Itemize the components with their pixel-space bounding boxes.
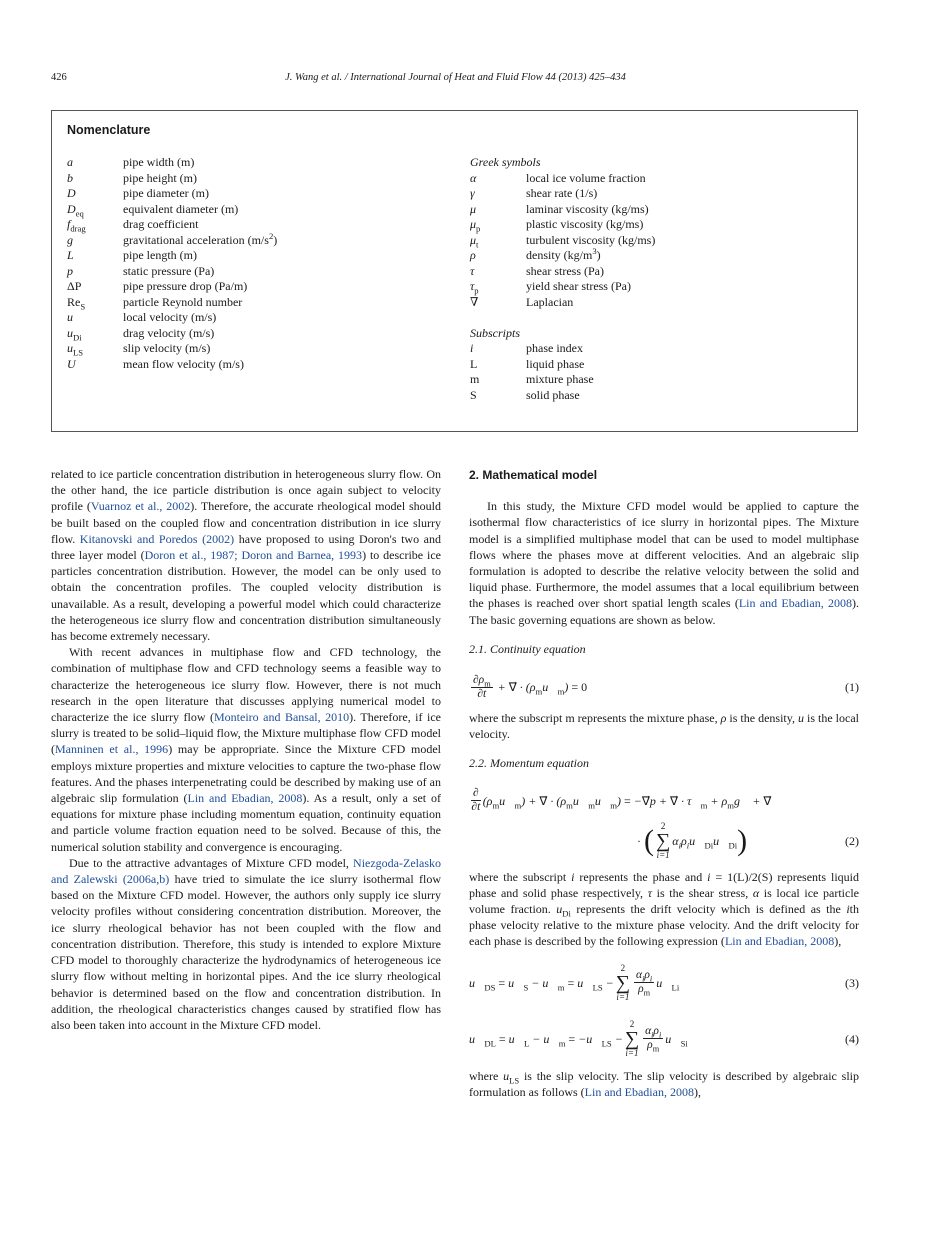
nomenclature-box [51,110,858,432]
nomenclature-symbol-res: $Re_S$ [67,294,86,311]
nomenclature-item [67,264,457,280]
nomenclature-symbol-udi: $u_{Di}$ [67,325,82,342]
paragraph: With recent advances in multiphase flow and CFD technology, the combination of multiphase flow and CFD technology seems a feasible way to characterize the heterogeneous ice slurry flow. However, there is not much research in the open literature that discusses applying numerical model to characterize the ice slurry flow (Monteiro and Bansal, 2010). Therefore, if ice slurry is treated to be solid–liquid flow, the Mixture multiphase flow CFD model (Manninen et al., 1996) may be appropriate. Since the Mixture CFD model employs mixture properties and mixture velocities to capture the two-phase flow features. And the phases interpenetrating could be described by making use of an algebraic slip formulation (Lin and Ebadian, 2008). As a result, only a set of equations for mixture phase including momentum equation, continuity equation and particle volume fraction equation need to be solved. Because of this, the numerical solution stability and convergence is encouraging. [51,645,441,854]
nomenclature-item [470,279,850,295]
nomenclature-item [470,248,850,264]
running-header [51,72,860,88]
nomenclature-item [67,230,457,249]
nomenclature-symbol: m [470,372,480,386]
subsection-title: 2.1. Continuity equation [469,641,586,656]
nomenclature-definition-density: density $(kg/m^3)$ [526,246,601,262]
nomenclature-symbol-mup: $\mu_p$ [470,217,481,234]
nomenclature-item [67,279,457,295]
nomenclature-item [470,202,850,218]
nomenclature-definition-gravity: gravitational acceleration $(m/s^2)$ [123,230,278,247]
nomenclature-definition: turbulent viscosity (kg/ms) [526,232,656,247]
nomenclature-symbol: L [67,248,74,262]
nomenclature-definition: plastic viscosity (kg/ms) [526,217,644,231]
nomenclature-item [470,217,850,233]
nomenclature-item [67,171,457,187]
nomenclature-symbol-fdrag: $f_{drag}$ [67,217,86,234]
nomenclature-definition: equivalent diameter (m) [123,201,239,216]
journal-citation: J. Wang et al. / International Journal of Heat and Fluid Flow 44 (2013) 425–434 [285,72,626,83]
nomenclature-item [470,295,850,311]
nomenclature-symbol: τ [470,263,475,278]
subscripts-heading: Subscripts [470,325,521,340]
nomenclature-symbol-deq: $D_{eq}$ [67,201,84,218]
equation-number: (4) [845,1031,859,1046]
citation-link[interactable]: Vuarnoz et al., 2002 [90,499,191,514]
nomenclature-item [470,341,850,357]
nomenclature-definition: pipe pressure drop (Pa/m) [123,279,248,293]
nomenclature-symbol: γ [470,186,475,200]
page-number: 426 [51,72,67,83]
nomenclature-symbol: ΔP [67,279,82,293]
nomenclature-symbol: a [67,155,73,169]
nomenclature-definition: laminar viscosity (kg/ms) [526,201,649,216]
right-column [469,466,859,1100]
nomenclature-item [67,186,457,202]
paragraph: Due to the attractive advantages of Mixture CFD model, Niezgoda-Zelasko and Zalewski (2006a,b) have tried to simulate the ice slurry isothermal flow based on the Mixture CFD model. However, the authors only supply ice slurry velocity profiles without considering concentration distribution. Moreover, the ice slurry rheological behavior has not been coupled with the flow and concentration distribution. Therefore, this study is intended to explore Mixture CFD model to thoroughly characterize the hydrodynamics of heterogeneous ice slurry flow without melting in horizontal pipes. And the ice slurry rheological behavior is determined based on the flow and concentration distribution. In addition, the rheological characteristics changes caused by stratified flow has also been taken into account in the Mixture CFD model. [51,855,441,1032]
equation-4: $u⃗_{DL}$ = $u⃗_L$ − $u⃗_m$ = $-u⃗_{LS}$ − 2 ∑ i=1 $\frac{\alpha_i\rho_i}{\rho_m}$ $u⃗_{Si}$ (4) [469,1018,859,1058]
section-title: 2. Mathematical model [469,468,598,482]
nomenclature-symbol-mut: $\mu_t$ [470,232,479,249]
nomenclature-definition: pipe diameter (m) [123,186,209,200]
nomenclature-item [67,217,457,233]
nomenclature-definition: static pressure (Pa) [123,263,215,278]
nomenclature-symbol: α [470,170,477,185]
nomenclature-item [67,248,457,264]
nomenclature-greek-list [470,155,850,403]
nomenclature-symbol: g [67,232,73,247]
nomenclature-item [470,171,850,187]
citation-link[interactable]: Lin and Ebadian, 2008 [738,596,852,611]
nomenclature-symbol: U [67,356,76,371]
nomenclature-item [470,233,850,249]
nomenclature-item [470,264,850,280]
left-column [51,466,441,1033]
nomenclature-latin-list [67,155,457,372]
nomenclature-definition: particle Reynold number [123,294,243,309]
nomenclature-symbol: b [67,170,73,185]
nomenclature-definition: drag velocity (m/s) [123,325,215,340]
paragraph: In this study, the Mixture CFD model would be applied to capture the isothermal flow characteristics of ice slurry in horizontal pipes. The Mixture model is a simplified multiphase model that can be used to model multiphase flows where the phases move at different velocities. And an algebraic slip formulation is adopted to describe the relative velocity between the solid and liquid phase. Furthermore, the model assumes that a local equilibrium between the phases is reached over short spatial length scales (Lin and Ebadian, 2008). The basic governing equations are shown as below. [469,499,859,627]
paragraph: related to ice particle concentration distribution in heterogeneous slurry flow. On the other hand, the ice particle distribution is once again subject to velocity profile (Vuarnoz et al., 2002). Therefore, the accurate rheological model should be built based on the coupled flow and concentration distribution in ice slurry flow. Kitanovski and Poredos (2002) have proposed to using Doron's two and three layer model (Doron et al., 1987; Doron and Barnea, 1993) to describe ice particles concentration distribution. However, the model can be only used to obtain the concentration profiles. The coupled velocity distribution is unavailable. As a result, developing a powerful model which could characterize the heterogeneous ice slurry flow and concentration distribution simultaneously has become extremely necessary. [51,467,442,644]
equation-3: $u⃗_{DS}$ = $u⃗_S$ − $u⃗_m$ = $u⃗_{LS}$ − 2 ∑ i=1 $\frac{\alpha_i\rho_i}{\rho_m}$ $u⃗_{Li}$ (3) [469,962,859,1002]
nomenclature-definition: yield shear stress (Pa) [526,279,631,293]
citation-link[interactable]: Lin and Ebadian, 2008 [724,934,835,949]
nomenclature-item [67,295,457,311]
nomenclature-item [67,357,457,373]
nomenclature-definition: pipe height (m) [123,170,197,185]
nomenclature-symbol-taup: $\tau_p$ [470,279,479,296]
nomenclature-item [470,357,850,373]
nomenclature-symbol: i [470,341,474,355]
citation-link[interactable]: Doron et al., 1987; Doron and Barnea, 1993 [144,548,363,563]
nomenclature-definition: pipe length (m) [123,248,197,262]
nomenclature-definition: solid phase [526,387,580,402]
nomenclature-item [67,202,457,218]
nomenclature-item [470,388,850,404]
citation-link[interactable]: Monteiro and Bansal, 2010 [214,710,350,725]
equation-number: (1) [845,679,859,694]
nomenclature-definition: mixture phase [526,372,594,386]
nomenclature-item [67,326,457,342]
nomenclature-symbol: u [67,310,73,324]
nomenclature-item [67,155,457,171]
nomenclature-definition: mean flow velocity (m/s) [123,356,244,371]
nomenclature-title: Nomenclature [67,123,151,137]
nomenclature-symbol: μ [470,201,477,216]
nomenclature-definition: shear stress (Pa) [526,263,604,278]
nomenclature-definition: pipe width (m) [123,155,195,169]
equation-2-line-1: $\frac{\partial}{\partial t}$ $(\rho_mu⃗_m)$ + ∇⃗ · $(\rho_mu⃗_mu⃗_m)$ = −∇⃗p + ∇⃗ · $\tau⃗_m$ + $\rho_mg⃗$ + ∇⃗ [471,787,772,814]
nomenclature-definition: shear rate (1/s) [526,186,598,200]
nomenclature-definition: liquid phase [526,356,585,371]
nomenclature-item [67,310,457,326]
nomenclature-definition: Laplacian [526,294,574,309]
nomenclature-symbol: p [67,263,73,278]
nomenclature-item [67,341,457,357]
nomenclature-definition: local ice volume fraction [526,170,646,185]
equation-number: (3) [845,975,859,990]
nomenclature-definition: drag coefficient [123,217,199,231]
nomenclature-symbol: D [67,186,76,200]
nomenclature-item [470,186,850,202]
paragraph: where $u_{LS}$ is the slip velocity. The slip velocity is described by algebraic slip formulation as follows (Lin and Ebadian, 2008), [469,1068,859,1099]
nomenclature-symbol: L [470,356,478,371]
citation-link[interactable]: Manninen et al., 1996 [55,742,169,757]
citation-link[interactable]: Kitanovski and Poredos (2002) [79,531,235,546]
nomenclature-item [470,372,850,388]
paragraph: where the subscript m represents the mixture phase, ρ is the density, u is the local velocity. [469,711,859,742]
nomenclature-symbol: ∇ [470,294,479,309]
nomenclature-definition: phase index [526,341,583,355]
citation-link[interactable]: Lin and Ebadian, 2008 [584,1084,694,1099]
paragraph: where the subscript i represents the phase and i = 1(L)/2(S) represents liquid phase and solid phase respectively, τ is the shear stress, α is local ice particle volume fraction. $u_{Di}$ represents the drift velocity which is defined as the ith phase velocity relative to the mixture phase velocity. And the drift velocity for each phase is described by the following expression (Lin and Ebadian, 2008), [469,869,860,949]
nomenclature-symbol: ρ [470,248,476,262]
subsection-title: 2.2. Momentum equation [469,756,589,771]
nomenclature-symbol-uls: $u_{LS}$ [67,341,84,358]
equation-2-line-2: · ( 2 ∑ i=1 $\alpha_i\rho_iu⃗_{Di}u⃗_{Di}$ ) (2) [637,820,859,860]
nomenclature-definition: slip velocity (m/s) [123,341,211,355]
nomenclature-symbol: S [470,387,477,402]
nomenclature-definition: local velocity (m/s) [123,310,217,324]
equation-1: $\frac{\partial\rho_m}{\partial t}$ + ∇⃗ · $(\rho_mu⃗_m) = 0$ (1) [473,673,859,700]
greek-symbols-heading: Greek symbols [470,155,541,169]
citation-link[interactable]: Lin and Ebadian, 2008 [187,791,303,806]
equation-number: (2) [845,833,859,848]
citation-link[interactable]: Niezgoda-Zelasko and Zalewski (2006a,b) [51,855,441,887]
